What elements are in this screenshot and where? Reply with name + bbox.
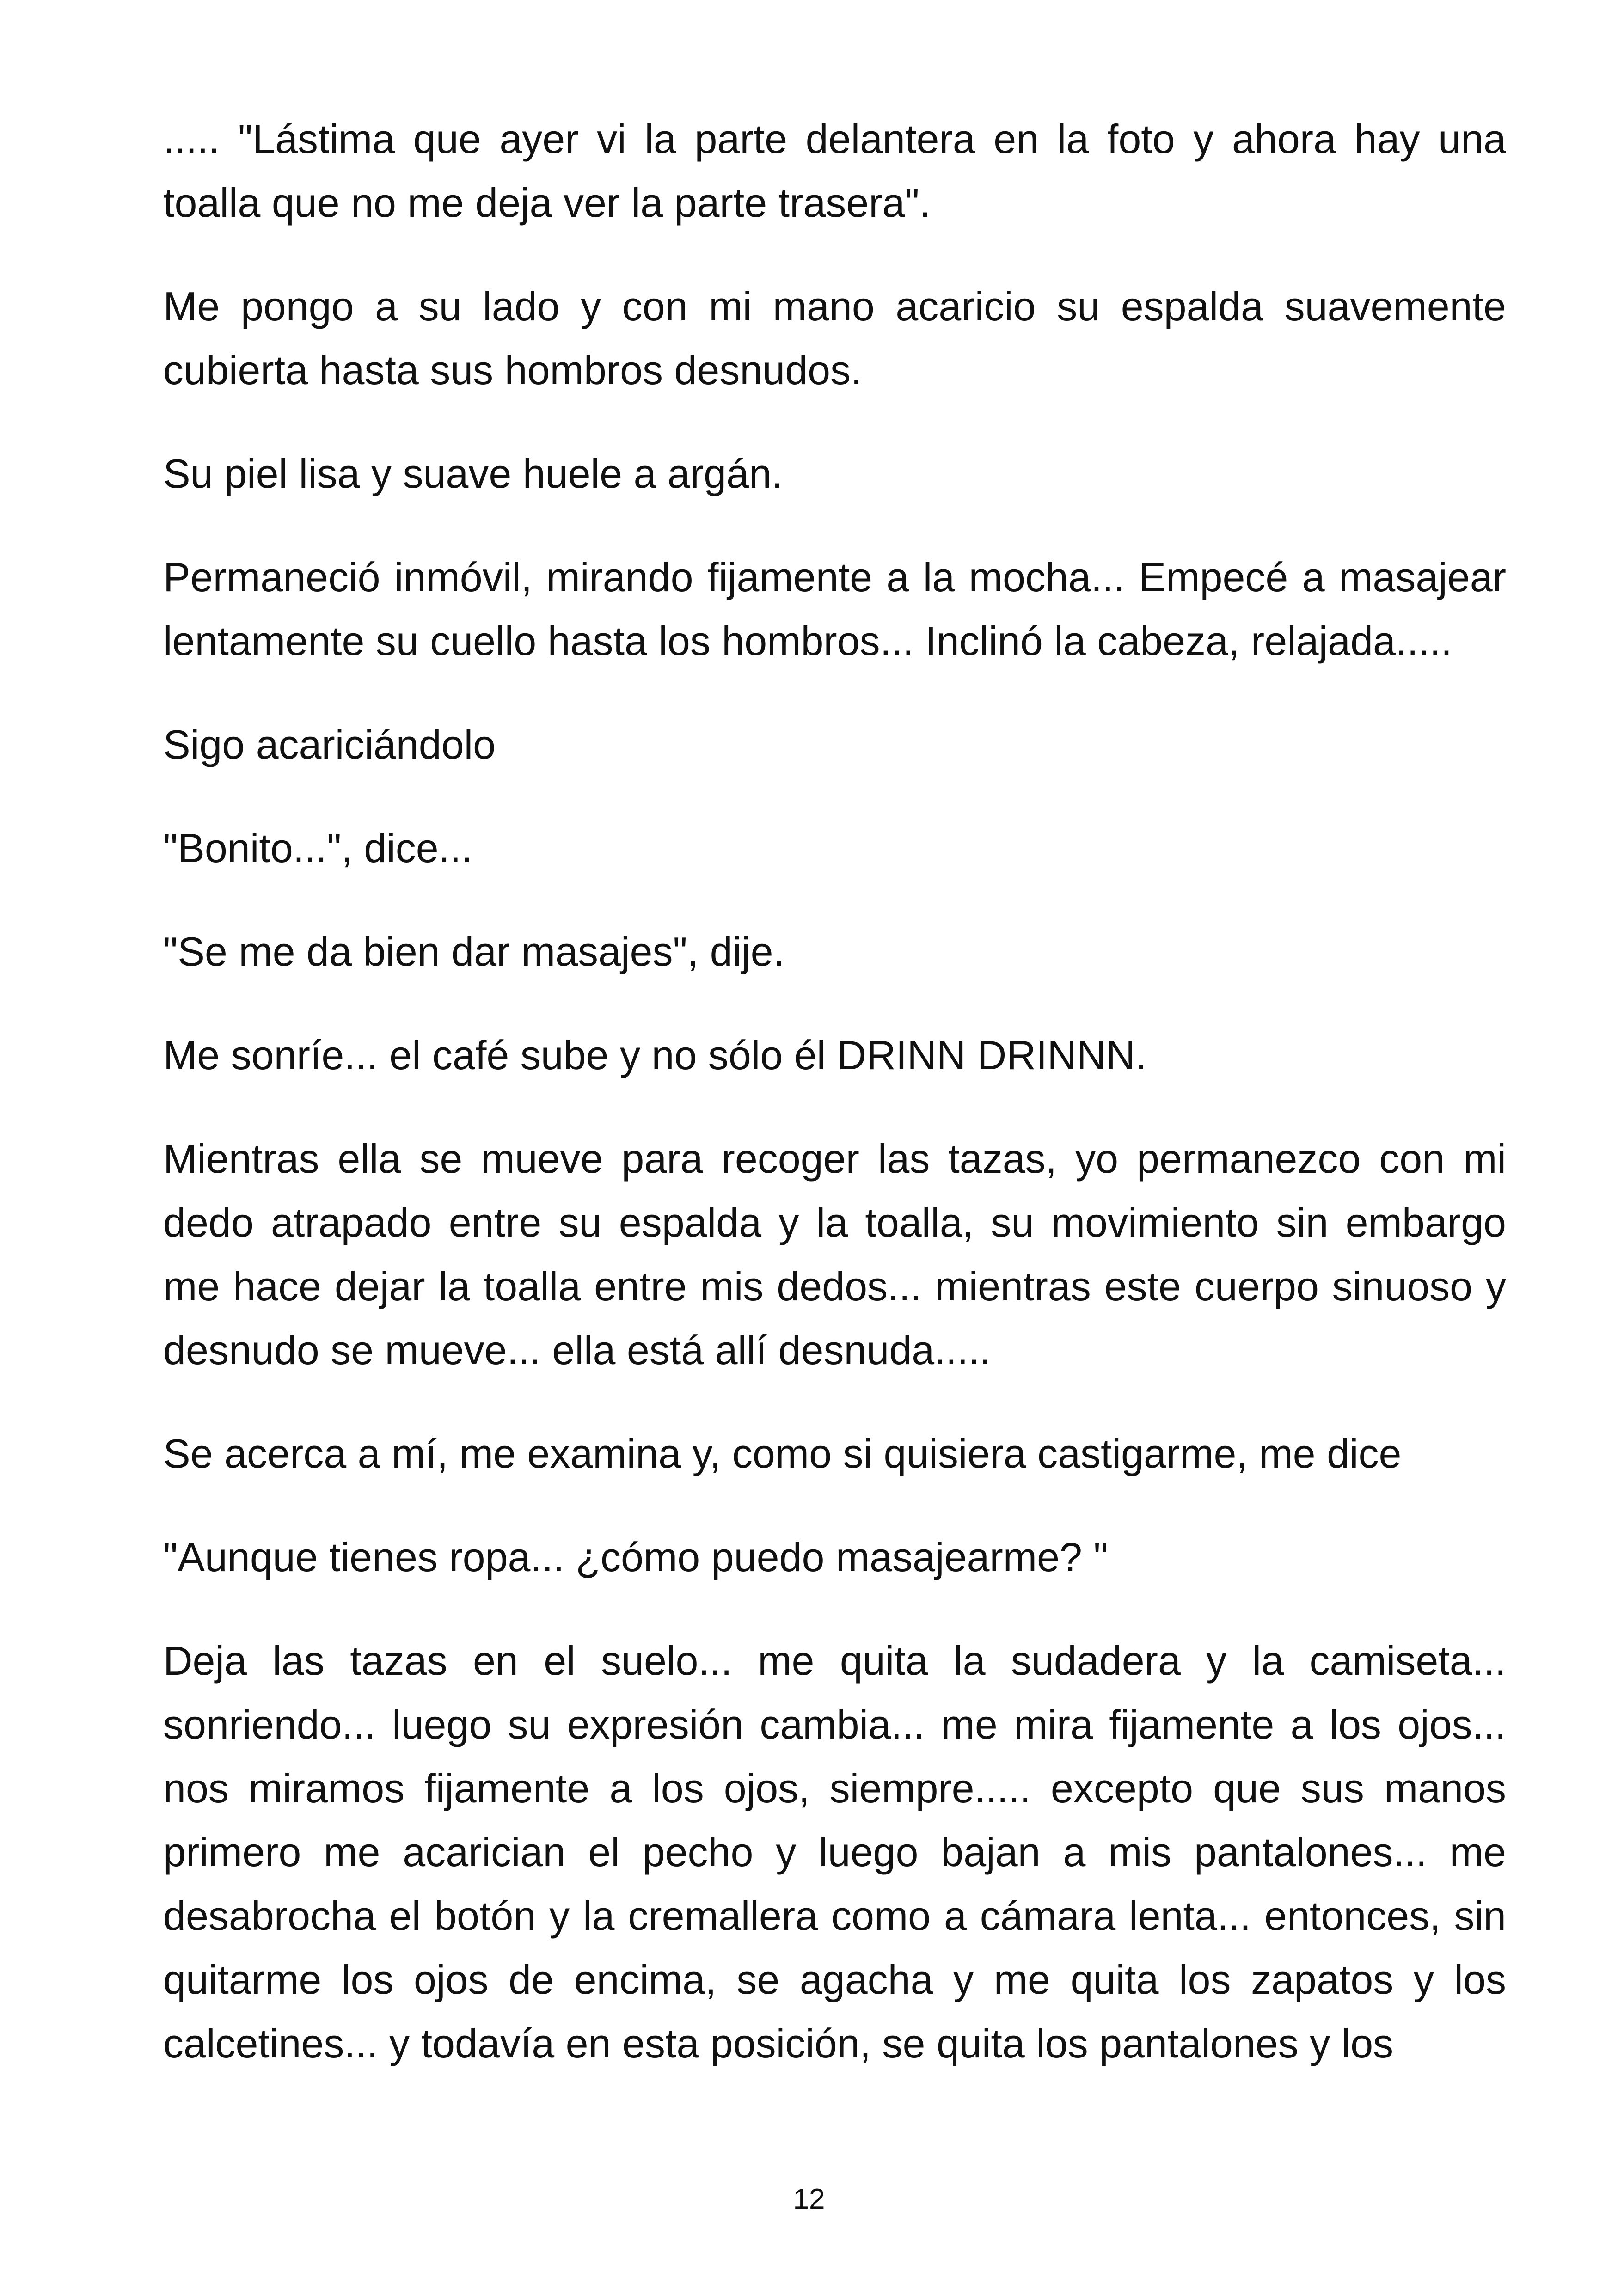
paragraph: "Bonito...", dice... (163, 825, 473, 871)
paragraph: ..... "Lástima que ayer vi la parte delantera en la foto y ahora hay una toalla que no me deja ver la parte trasera". (163, 116, 1506, 226)
paragraph: Permaneció inmóvil, mirando fijamente a la mocha... Empecé a masajear lentamente su cuello hasta los hombros... Inclinó la cabeza, relajada..... (163, 554, 1506, 664)
paragraph: "Aunque tienes ropa... ¿cómo puedo masajearme? " (163, 1534, 1108, 1580)
paragraph: Su piel lisa y suave huele a argán. (163, 451, 783, 496)
paragraph: "Se me da bien dar masajes", dije. (163, 929, 785, 974)
page-number: 12 (793, 2183, 825, 2215)
paragraph: Deja las tazas en el suelo... me quita la sudadera y la camiseta... sonriendo... luego su expresión cambia... me mira fijamente a los ojos... nos miramos fijamente a los ojos, siempre..... excepto que sus manos primero me acarician el pecho y luego bajan a mis pantalones... me desabrocha el botón y la cremallera como a cámara lenta... entonces, sin quitarme los ojos de encima, se agacha y me quita los zapatos y los calcetines... y todavía en esta posición, se quita los pantalones y los (163, 1638, 1506, 2066)
paragraph: Se acerca a mí, me examina y, como si quisiera castigarme, me dice (163, 1431, 1402, 1476)
paragraph: Mientras ella se mueve para recoger las tazas, yo permanezco con mi dedo atrapado entre su espalda y la toalla, su movimiento sin embargo me hace dejar la toalla entre mis dedos... mientras este cuerpo sinuoso y desnudo se mueve... ella está allí desnuda..... (163, 1136, 1506, 1373)
page-body (163, 107, 1506, 2076)
paragraph: Me sonríe... el café sube y no sólo él DRINN DRINNN. (163, 1032, 1147, 1078)
paragraph: Me pongo a su lado y con mi mano acaricio su espalda suavemente cubierta hasta sus hombros desnudos. (163, 283, 1506, 393)
paragraph: Sigo acariciándolo (163, 722, 496, 767)
